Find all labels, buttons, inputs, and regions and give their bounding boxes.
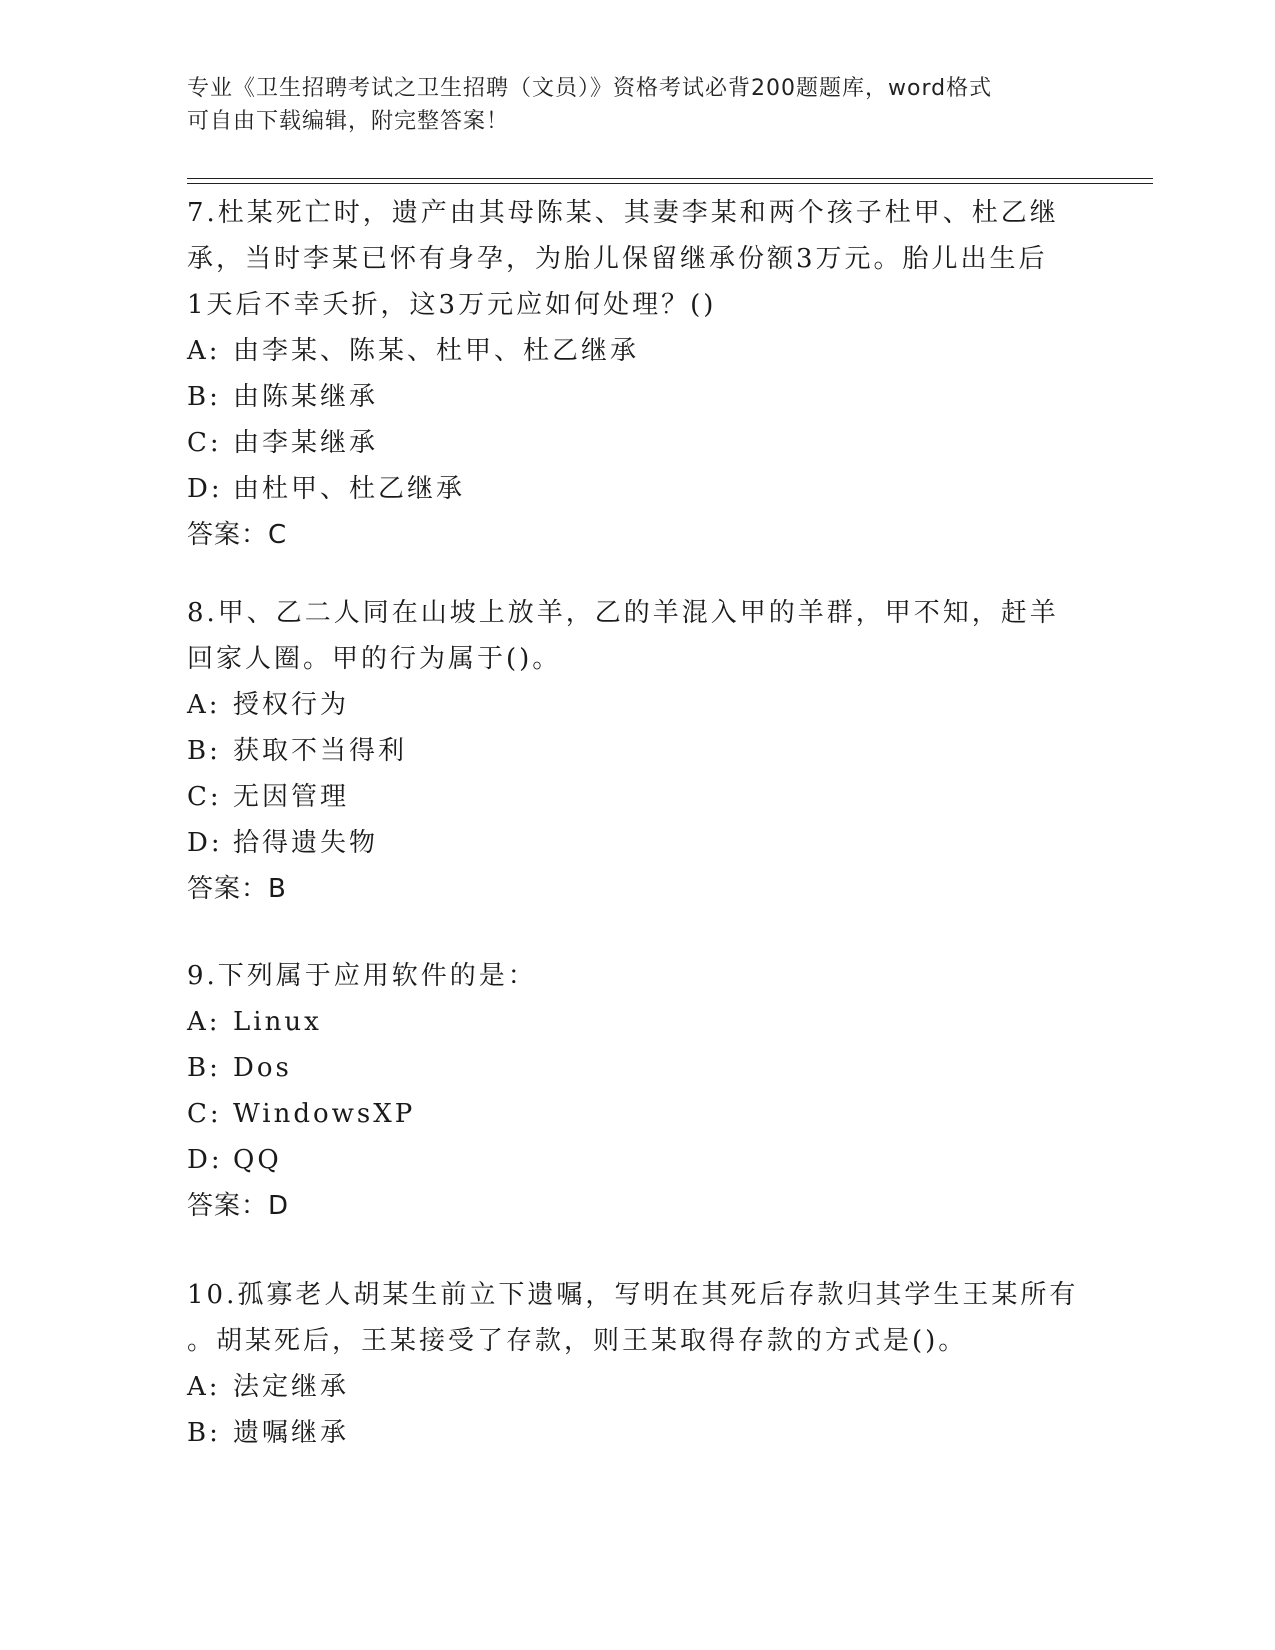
answer-label: 答案：D bbox=[187, 1191, 290, 1221]
option-a bbox=[187, 682, 1087, 728]
option-text: Dos bbox=[233, 1053, 292, 1083]
option-text: 获取不当得利 bbox=[233, 736, 408, 766]
option-key: D: bbox=[187, 828, 223, 858]
option-text: 由杜甲、杜乙继承 bbox=[233, 474, 466, 504]
option-key: A: bbox=[187, 336, 221, 366]
header-line-1: 专业《卫生招聘考试之卫生招聘（文员）》资格考试必背200题题库，word格式 bbox=[187, 76, 993, 101]
option-key: D: bbox=[187, 1145, 223, 1175]
option-key: B: bbox=[187, 1418, 221, 1448]
question-stem-line: 1天后不幸夭折，这3万元应如何处理？() bbox=[187, 290, 717, 320]
option-a bbox=[187, 328, 1087, 374]
option-c bbox=[187, 774, 1087, 820]
option-key: B: bbox=[187, 1053, 221, 1083]
option-key: D: bbox=[187, 474, 223, 504]
question-8 bbox=[187, 590, 1087, 912]
option-b bbox=[187, 1410, 1087, 1456]
option-key: C: bbox=[187, 428, 222, 458]
header-divider-bottom bbox=[187, 183, 1153, 184]
header-line-2: 可自由下载编辑，附完整答案！ bbox=[187, 109, 510, 134]
option-key: A: bbox=[187, 1372, 221, 1402]
option-text: Linux bbox=[233, 1007, 322, 1037]
option-text: 由陈某继承 bbox=[233, 382, 379, 412]
option-d bbox=[187, 1137, 1087, 1183]
option-text: QQ bbox=[233, 1145, 282, 1175]
option-key: B: bbox=[187, 736, 221, 766]
option-b bbox=[187, 728, 1087, 774]
option-text: 授权行为 bbox=[233, 690, 350, 720]
option-d bbox=[187, 466, 1087, 512]
question-stem-line: 9.下列属于应用软件的是： bbox=[187, 961, 537, 991]
option-key: A: bbox=[187, 690, 221, 720]
question-10 bbox=[187, 1272, 1087, 1456]
question-stem-line: 10.孤寡老人胡某生前立下遗嘱，写明在其死后存款归其学生王某所有 bbox=[187, 1280, 1079, 1310]
question-stem-line: 回家人圈。甲的行为属于()。 bbox=[187, 644, 562, 674]
option-d bbox=[187, 820, 1087, 866]
option-text: 遗嘱继承 bbox=[233, 1418, 350, 1448]
option-text: 法定继承 bbox=[233, 1372, 350, 1402]
answer-label: 答案：C bbox=[187, 520, 288, 550]
option-text: 拾得遗失物 bbox=[233, 828, 379, 858]
option-text: 由李某、陈某、杜甲、杜乙继承 bbox=[233, 336, 640, 366]
option-text: WindowsXP bbox=[233, 1099, 416, 1129]
question-stem-line: 承，当时李某已怀有身孕，为胎儿保留继承份额3万元。胎儿出生后 bbox=[187, 244, 1048, 274]
option-key: A: bbox=[187, 1007, 221, 1037]
option-a bbox=[187, 1364, 1087, 1410]
question-stem-line: 7.杜某死亡时，遗产由其母陈某、其妻李某和两个孩子杜甲、杜乙继 bbox=[187, 198, 1059, 228]
option-key: B: bbox=[187, 382, 221, 412]
option-text: 由李某继承 bbox=[233, 428, 379, 458]
option-key: C: bbox=[187, 1099, 222, 1129]
option-c bbox=[187, 420, 1087, 466]
option-c bbox=[187, 1091, 1087, 1137]
answer-label: 答案：B bbox=[187, 874, 287, 904]
option-text: 无因管理 bbox=[233, 782, 350, 812]
question-stem-line: 。胡某死后，王某接受了存款，则王某取得存款的方式是()。 bbox=[187, 1326, 968, 1356]
document-header bbox=[187, 72, 1087, 138]
question-stem-line: 8.甲、乙二人同在山坡上放羊，乙的羊混入甲的羊群，甲不知，赶羊 bbox=[187, 598, 1059, 628]
option-key: C: bbox=[187, 782, 222, 812]
question-9 bbox=[187, 953, 1087, 1229]
header-divider-top bbox=[187, 178, 1153, 179]
option-b bbox=[187, 374, 1087, 420]
option-a bbox=[187, 999, 1087, 1045]
option-b bbox=[187, 1045, 1087, 1091]
question-7 bbox=[187, 190, 1087, 558]
